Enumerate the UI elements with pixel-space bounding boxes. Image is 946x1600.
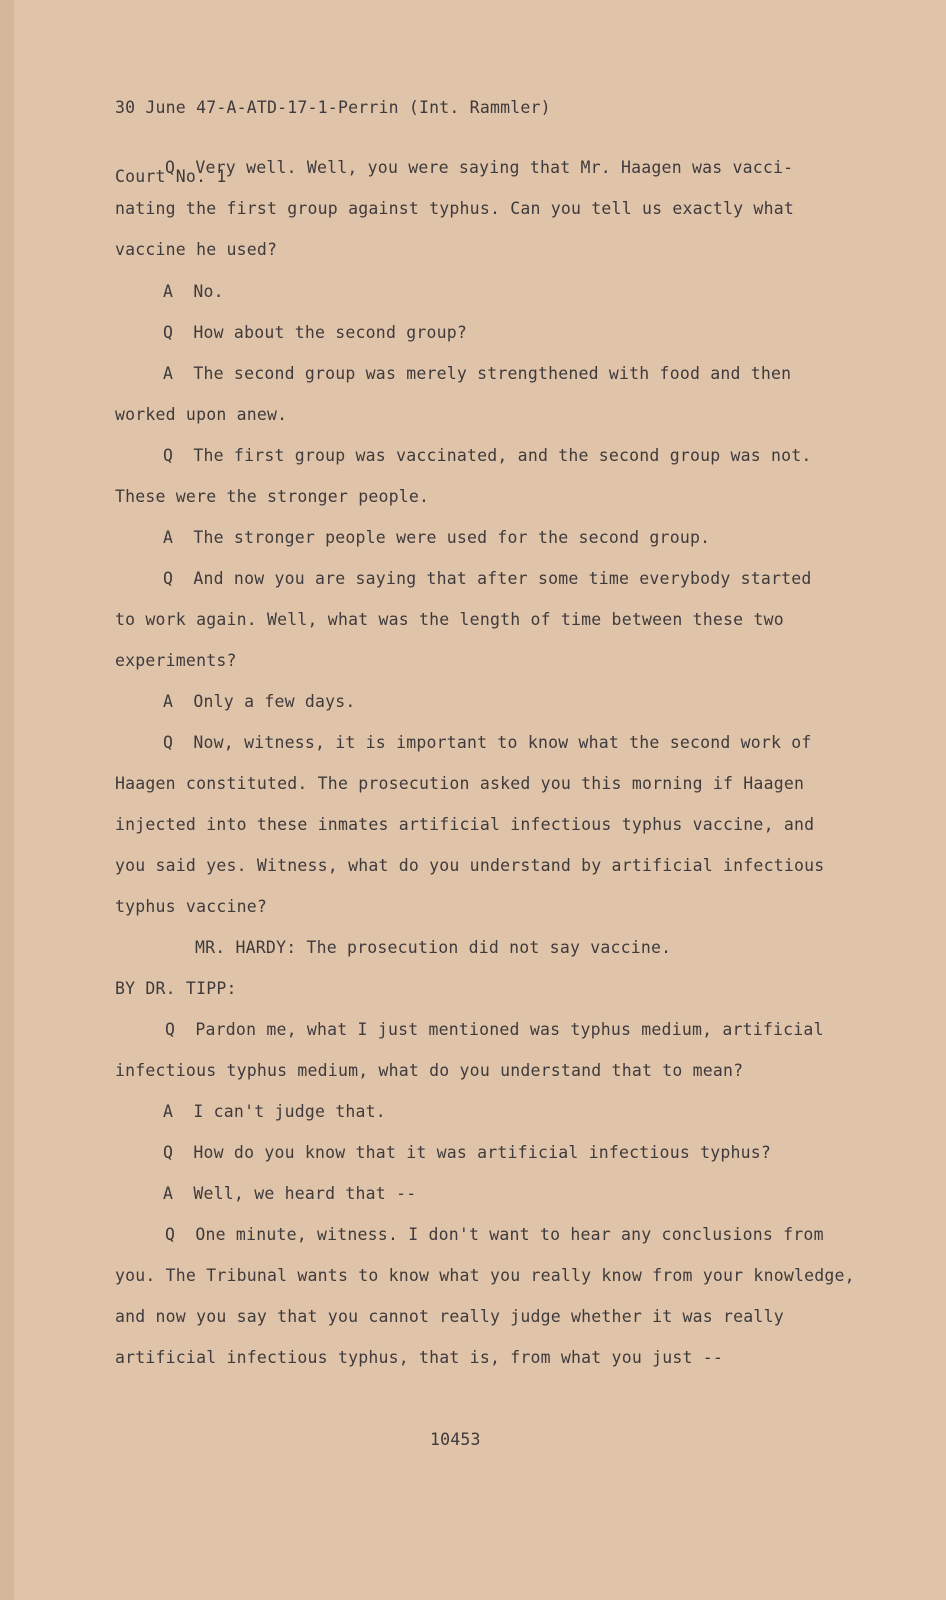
- transcript-line: experiments?: [115, 651, 237, 670]
- transcript-line: A The second group was merely strengthened with food and then: [163, 364, 792, 383]
- transcript-line: A Well, we heard that --: [163, 1184, 417, 1203]
- transcript-line: artificial infectious typhus, that is, from what you just --: [115, 1348, 724, 1367]
- transcript-line: A I can't judge that.: [163, 1102, 386, 1121]
- transcript-line: BY DR. TIPP:: [115, 979, 237, 998]
- transcript-line: vaccine he used?: [115, 240, 278, 259]
- transcript-line: infectious typhus medium, what do you understand that to mean?: [115, 1061, 744, 1080]
- transcript-line: Q Now, witness, it is important to know what the second work of: [163, 733, 812, 752]
- transcript-line: nating the first group against typhus. Can you tell us exactly what: [115, 199, 794, 218]
- transcript-line: Q Pardon me, what I just mentioned was typhus medium, artificial: [165, 1020, 824, 1039]
- transcript-line: Q The first group was vaccinated, and the second group was not.: [163, 446, 812, 465]
- transcript-line: worked upon anew.: [115, 405, 288, 424]
- transcript-line: Q One minute, witness. I don't want to hear any conclusions from: [165, 1225, 824, 1244]
- transcript-line: A Only a few days.: [163, 692, 356, 711]
- header-court-line: Court No. 1: [115, 167, 227, 186]
- transcript-line: A The stronger people were used for the second group.: [163, 528, 711, 547]
- header-session-line: 30 June 47-A-ATD-17-1-Perrin (Int. Rammler): [115, 98, 551, 117]
- transcript-line: to work again. Well, what was the length of time between these two: [115, 610, 784, 629]
- transcript-line: Q Very well. Well, you were saying that Mr. Haagen was vacci-: [165, 158, 794, 177]
- transcript-line: injected into these inmates artificial infectious typhus vaccine, and: [115, 815, 815, 834]
- transcript-line: you said yes. Witness, what do you understand by artificial infectious: [115, 856, 825, 875]
- transcript-line: These were the stronger people.: [115, 487, 430, 506]
- transcript-line: Q How do you know that it was artificial infectious typhus?: [163, 1143, 772, 1162]
- transcript-line: Q And now you are saying that after some time everybody started: [163, 569, 812, 588]
- transcript-line: Q How about the second group?: [163, 323, 468, 342]
- transcript-line: typhus vaccine?: [115, 897, 268, 916]
- transcript-line: Haagen constituted. The prosecution asked you this morning if Haagen: [115, 774, 805, 793]
- transcript-line: MR. HARDY: The prosecution did not say vaccine.: [195, 938, 672, 957]
- transcript-line: and now you say that you cannot really judge whether it was really: [115, 1307, 784, 1326]
- transcript-line: you. The Tribunal wants to know what you really know from your knowledge,: [115, 1266, 855, 1285]
- page-number: 10453: [430, 1430, 481, 1449]
- transcript-line: A No.: [163, 282, 224, 301]
